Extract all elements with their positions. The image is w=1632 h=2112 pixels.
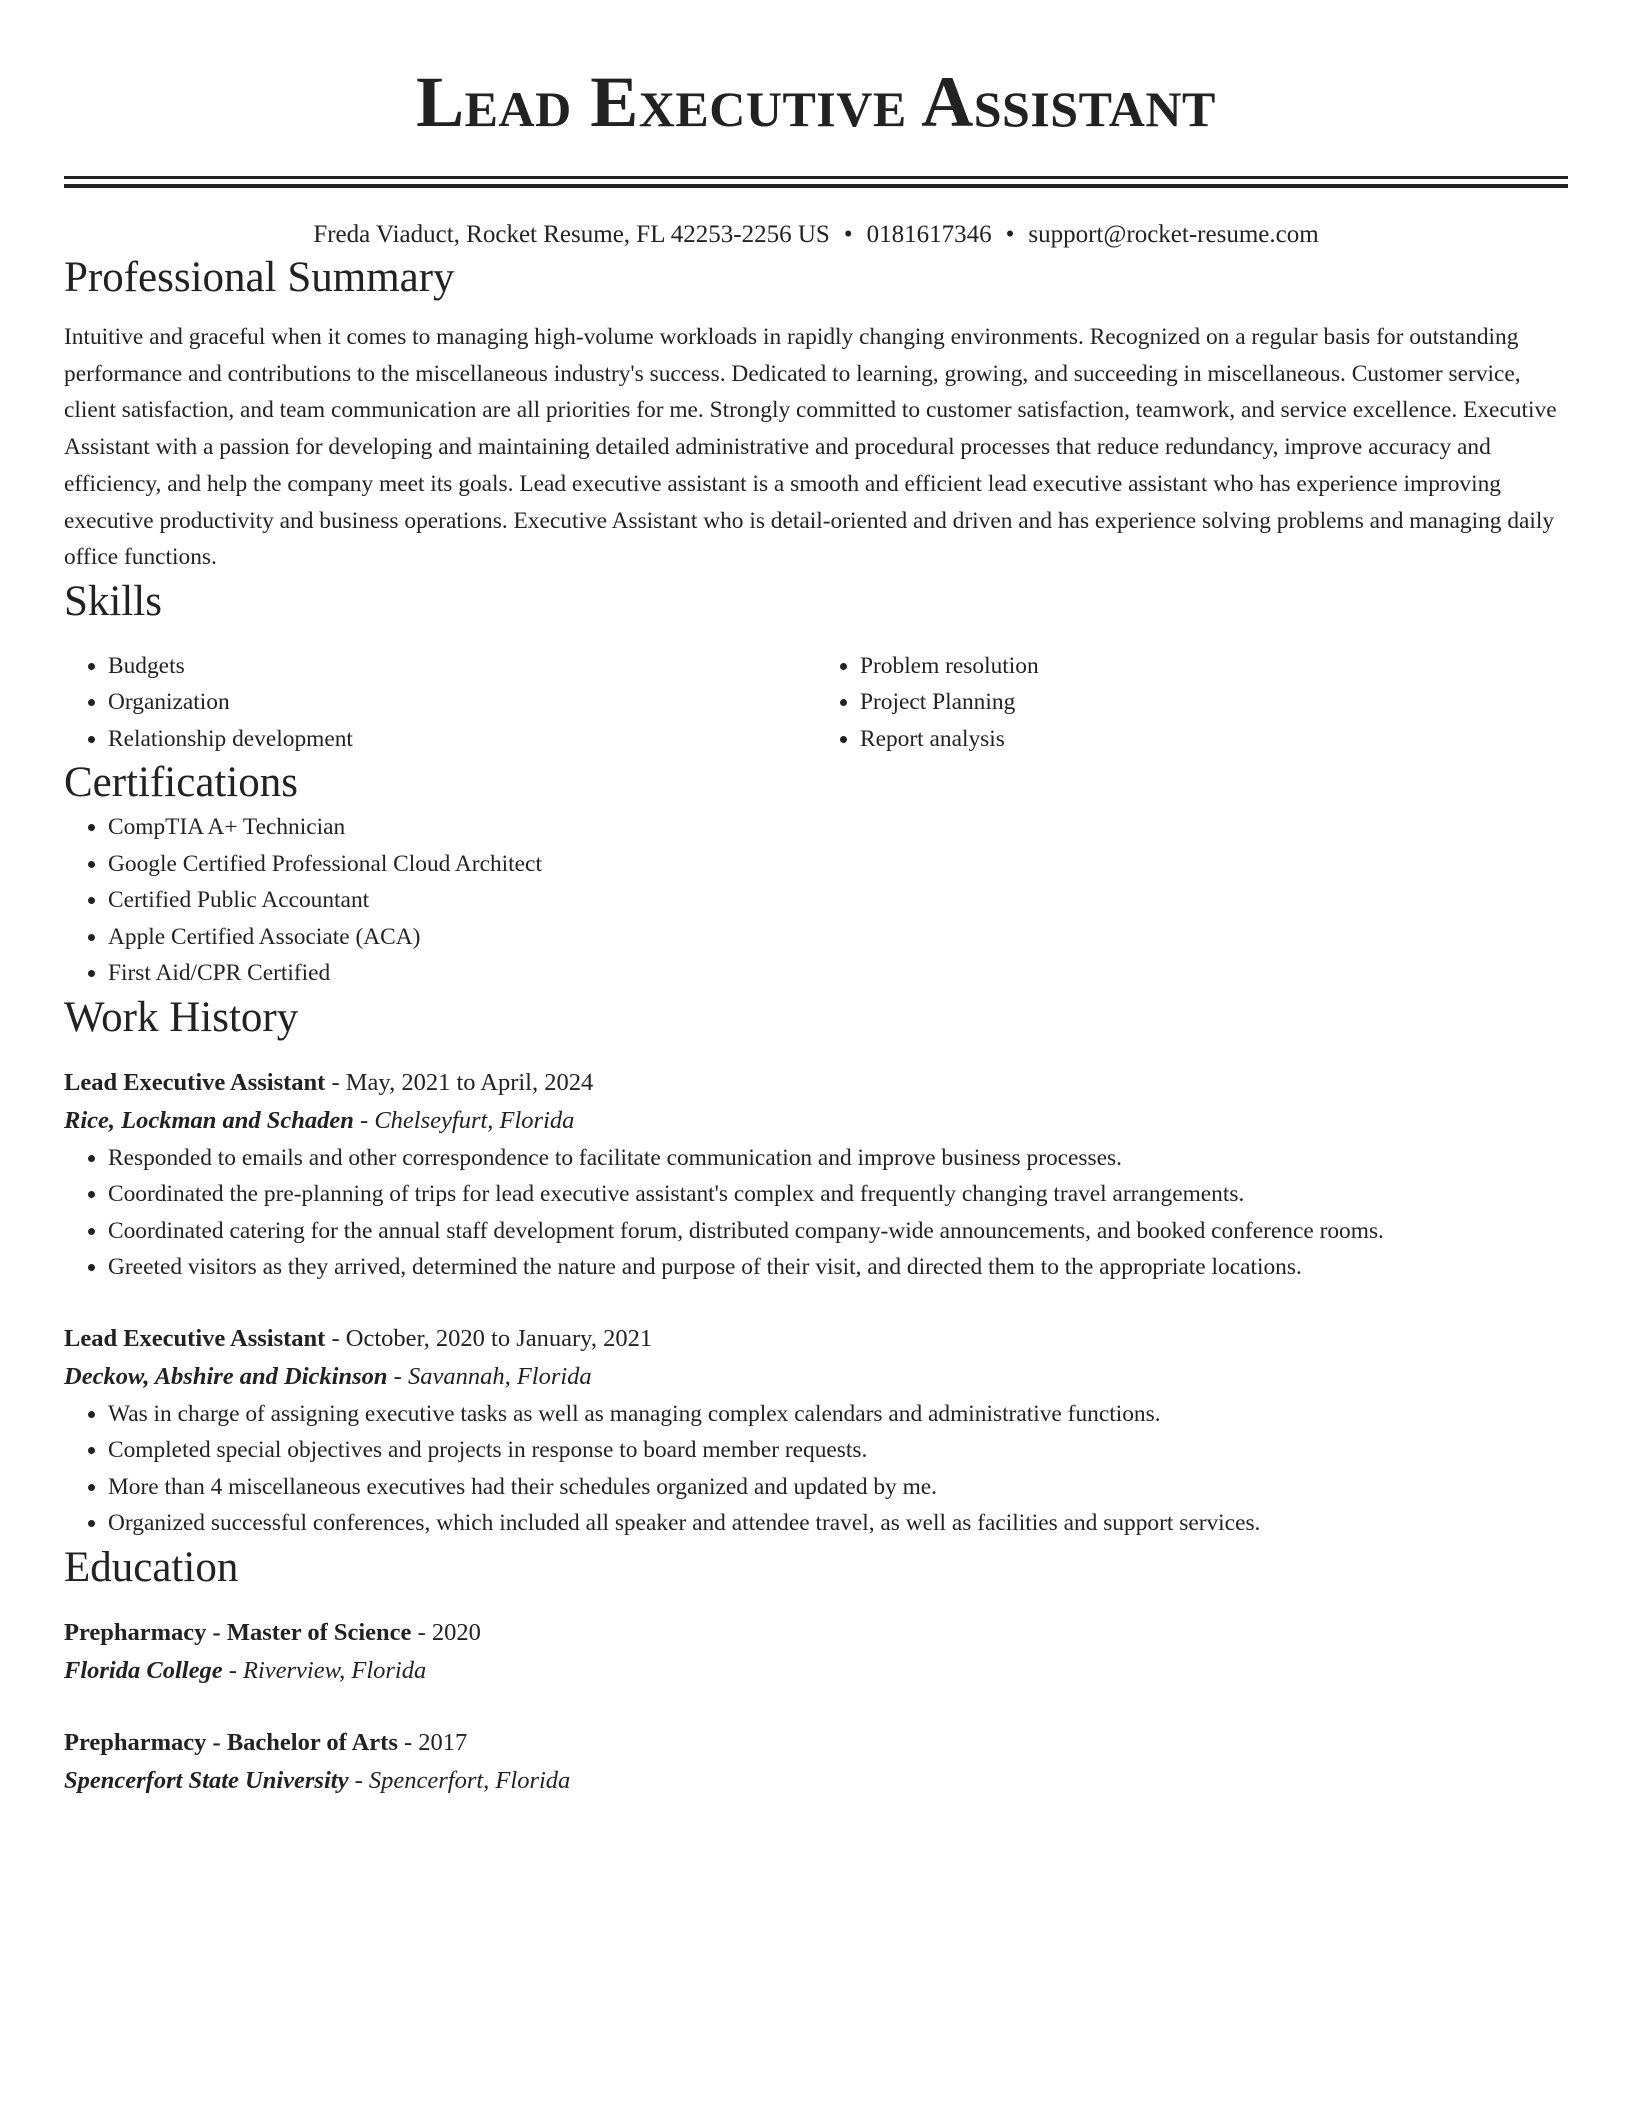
certifications-heading: Certifications (64, 759, 299, 807)
work-history-heading: Work History (64, 993, 299, 1041)
contact-separator: • (843, 221, 853, 248)
education-location: - Spencerfort, Florida (354, 1766, 571, 1794)
skill-item: • Organization (108, 684, 816, 721)
job-title-line (64, 1064, 1568, 1102)
job-company-line (64, 1102, 1568, 1140)
contact-email: support@rocket-resume.com (1028, 221, 1319, 248)
summary-text: Intuitive and graceful when it comes to managing high-volume workloads in rapidly changing environments. Recognized on a regular basis for outstanding performance and contributions to the miscellaneous industry's success. Dedicated to learning, growing, and succeeding in miscellaneous. Customer service, client satisfaction, and team communication are all priorities for me. Strongly committed to customer satisfaction, teamwork, and service excellence. Executive Assistant with a passion for developing and maintaining detailed administrative and procedural processes that reduce redundancy, improve accuracy and efficiency, and help the company meet its goals. Lead executive assistant is a smooth and efficient lead executive assistant who has experience improving executive productivity and business operations. Executive Assistant who is detail-oriented and driven and has experience solving problems and managing daily office functions. (64, 324, 1557, 571)
job-bullet: • Was in charge of assigning executive tasks as well as managing complex calendars and administrative functions. (108, 1396, 1568, 1433)
certifications-list (64, 809, 1568, 992)
job-bullet: • Coordinated the pre-planning of trips for lead executive assistant's complex and frequently changing travel arrangements. (108, 1176, 1568, 1213)
skills-heading: Skills (64, 577, 162, 625)
job-bullet: • Organized successful conferences, which included all speaker and attendee travel, as well as facilities and support services. (108, 1505, 1568, 1542)
education-degree: Prepharmacy - Master of Science (64, 1618, 412, 1646)
job-title: Lead Executive Assistant (64, 1068, 326, 1096)
certification-item: • Certified Public Accountant (108, 882, 1568, 919)
skill-item: • Project Planning (860, 684, 1568, 721)
job-bullet: • More than 4 miscellaneous executives had their schedules organized and updated by me. (108, 1469, 1568, 1506)
resume-title: Lead Executive Assistant (416, 62, 1216, 142)
education-year: - 2020 (417, 1618, 481, 1646)
education-school: Spencerfort State University (64, 1766, 349, 1794)
job-bullets (64, 1396, 1568, 1542)
contact-separator: • (1005, 221, 1015, 248)
education-degree-line (64, 1614, 1568, 1652)
job-title-line (64, 1320, 1568, 1358)
summary-heading: Professional Summary (64, 254, 455, 301)
contact-line (64, 218, 1568, 252)
job-title: Lead Executive Assistant (64, 1324, 326, 1352)
job-entry (64, 1320, 1568, 1542)
education-school-line (64, 1762, 1568, 1800)
skills-list-right (816, 648, 1568, 758)
certification-item: • First Aid/CPR Certified (108, 955, 1568, 992)
job-bullet: • Coordinated catering for the annual staff development forum, distributed company-wide announcements, and booked conference rooms. (108, 1213, 1568, 1250)
job-bullet: • Greeted visitors as they arrived, determined the nature and purpose of their visit, and directed them to the appropriate locations. (108, 1249, 1568, 1286)
contact-phone: 0181617346 (866, 221, 992, 248)
education-degree: Prepharmacy - Bachelor of Arts (64, 1728, 398, 1756)
job-location: - Savannah, Florida (393, 1362, 592, 1390)
job-bullet: • Completed special objectives and projects in response to board member requests. (108, 1432, 1568, 1469)
job-dates: - May, 2021 to April, 2024 (331, 1068, 594, 1096)
skill-item: • Budgets (108, 648, 816, 685)
education-degree-line (64, 1724, 1568, 1762)
job-bullets (64, 1140, 1568, 1286)
education-school-line (64, 1652, 1568, 1690)
job-dates: - October, 2020 to January, 2021 (331, 1324, 653, 1352)
education-entry (64, 1724, 1568, 1800)
job-company: Rice, Lockman and Schaden (64, 1106, 354, 1134)
certification-item: • Apple Certified Associate (ACA) (108, 919, 1568, 956)
title-double-rule (64, 176, 1568, 188)
job-company-line (64, 1358, 1568, 1396)
skills-list-left (64, 648, 816, 758)
job-entry (64, 1064, 1568, 1286)
education-location: - Riverview, Florida (228, 1656, 427, 1684)
job-location: - Chelseyfurt, Florida (360, 1106, 575, 1134)
skill-item: • Problem resolution (860, 648, 1568, 685)
education-heading: Education (64, 1543, 239, 1591)
skill-item: • Report analysis (860, 721, 1568, 758)
education-entry (64, 1614, 1568, 1690)
job-bullet: • Responded to emails and other correspondence to facilitate communication and improve business processes. (108, 1140, 1568, 1177)
education-school: Florida College (64, 1656, 223, 1684)
contact-address: Freda Viaduct, Rocket Resume, FL 42253-2256 US (313, 221, 830, 248)
education-year: - 2017 (404, 1728, 468, 1756)
skill-item: • Relationship development (108, 721, 816, 758)
certification-item: • Google Certified Professional Cloud Architect (108, 846, 1568, 883)
skills-columns (64, 648, 1568, 758)
job-company: Deckow, Abshire and Dickinson (64, 1362, 388, 1390)
certification-item: • CompTIA A+ Technician (108, 809, 1568, 846)
